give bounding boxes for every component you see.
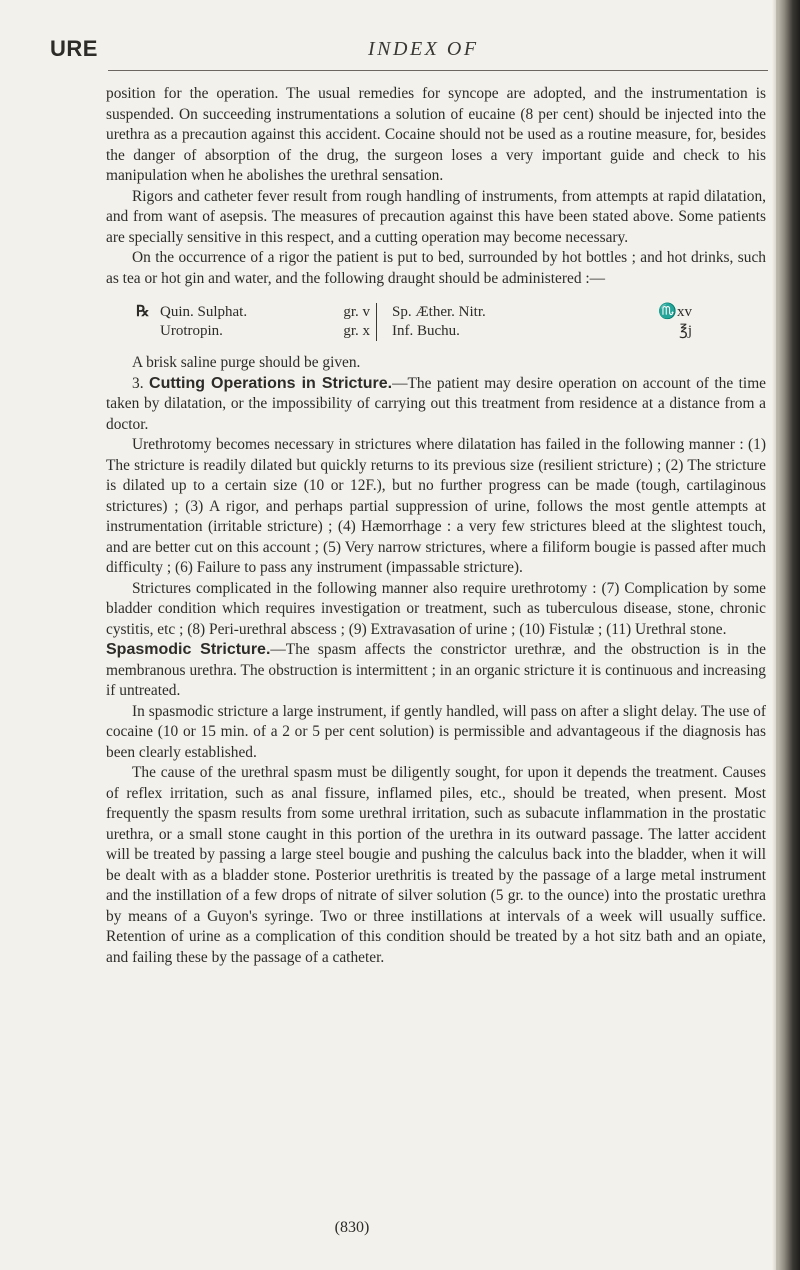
prescription-quantity: ℥j <box>679 323 692 339</box>
prescription-quantity: ♏xv <box>658 304 692 320</box>
section-number: 3. <box>132 374 144 392</box>
paragraph-rigor-treatment: On the occurrence of a rigor the patient is put to bed, surrounded by hot bottles ; and hot drinks, such as tea or hot gin and water, and the following draught should be administered :— <box>106 249 766 287</box>
header-catchword: URE <box>50 36 98 61</box>
running-head: INDEX OF <box>368 38 479 60</box>
paragraph-cause: The cause of the urethral spasm must be diligently sought, for upon it depends the treatment. Causes of reflex irritation, such as anal fissure, inflamed piles, etc., should be treated, when present. Most frequently the spasm results from some urethral irritation, such as subacute inflammation in the prostatic urethra, or a small stone caught in this portion of the urethra in its outward passage. The latter accident will be treated by passing a large steel bougie and pushing the calculus back into the bladder, when it will be dealt with as a bladder stone. Posterior urethritis is treated by the passage of a large metal instrument and the instillation of a few drops of nitrate of silver solution (5 gr. to the ounce) into the prostatic urethra by means of a Guyon's syringe. Two or three instillations at intervals of a week will usually suffice. Retention of urine as a complication of this condition should be treated by a hot sitz bath and an opiate, and failing these by the passage of a catheter. <box>106 764 766 966</box>
prescription-drug: Quin. Sulphat. <box>160 304 248 320</box>
paragraph-cutting-operations <box>106 374 766 436</box>
section-heading-cutting: Cutting Operations in Stricture. <box>149 374 393 392</box>
page-header <box>50 36 770 66</box>
paragraph-purge: A brisk saline purge should be given. <box>132 354 361 371</box>
prescription-dose: gr. x <box>343 323 370 339</box>
prescription <box>136 303 766 341</box>
section-text-spasmodic: —The spasm affects the constrictor urethræ, and the obstruction is in the membranous urethra. The obstruction is intermittent ; in an organic stricture it is continuous and increasing if untreated. <box>106 641 766 699</box>
prescription-drug: Sp. Æther. Nitr. <box>392 304 486 320</box>
prescription-drug: Inf. Buchu. <box>392 323 460 339</box>
prescription-drug: Urotropin. <box>160 323 223 339</box>
page-number <box>0 1219 800 1237</box>
section-heading-spasmodic: Spasmodic Stricture. <box>106 641 271 658</box>
header-rule <box>108 70 768 71</box>
page-edge-shadow <box>776 0 800 1270</box>
paragraph-spasmodic <box>106 640 766 702</box>
page-number-text: (830) <box>334 1219 370 1236</box>
paragraph-rigors: Rigors and catheter fever result from rough handling of instruments, from attempts at rapid dilatation, and from want of asepsis. The measures of precaution against this have been stated above. Some patients are specially sensitive in this respect, and a cutting operation may become necessary. <box>106 187 766 246</box>
paragraph-complicated: Strictures complicated in the following manner also require urethrotomy : (7) Complication by some bladder condition which requires investigation or treatment, such as tuberculous disease, stone, chronic cystitis, etc ; (8) Peri-urethral abscess ; (9) Extravasation of urine ; (10) Fistulæ ; (11) Urethral stone. <box>106 579 766 638</box>
paragraph-syncope: position for the operation. The usual remedies for syncope are adopted, and the instrumentation is suspended. On succeeding instrumentations a solution of eucaine (8 per cent) should be injected into the urethra as a precaution against this accident. Cocaine should not be used as a routine measure, for, besides the danger of absorption of the drug, the surgeon loses a very important guide and check to his manipulation when he abolishes the urethral sensation. <box>106 85 766 184</box>
paragraph-urethrotomy: Urethrotomy becomes necessary in strictures where dilatation has failed in the following manner : (1) The stricture is readily dilated but quickly returns to its previous size (resilient stricture) ; (2) The stricture is dilated up to a certain size (10 or 12F.), but no further progress can be made (tough, cartilaginous strictures) ; (3) A rigor, and perhaps partial suppression of urine, follows the most gentle attempts at instrumentation (irritable stricture) ; (4) Hæmorrhage : a very few strictures bleed at the slightest touch, and are better cut on this account ; (5) Very narrow strictures, where a filiform bougie is passed after much difficulty ; (6) Failure to pass any instrument (impassable stricture). <box>106 436 766 576</box>
prescription-symbol: ℞ <box>136 304 150 320</box>
prescription-dose: gr. v <box>343 304 370 320</box>
page-edge-highlight <box>772 0 778 1270</box>
paragraph-spasmodic-treatment: In spasmodic stricture a large instrument, if gently handled, will pass on after a slight delay. The use of cocaine (10 or 15 min. of a 2 or 5 per cent solution) is permissible and advantageous if the diagnosis has been clearly established. <box>106 702 766 761</box>
page-body <box>106 84 766 968</box>
section-text-cutting: —The patient may desire operation on account of the time taken by dilatation, or the impossibility of carrying out this treatment from residence at a distance from a doctor. <box>106 374 767 433</box>
